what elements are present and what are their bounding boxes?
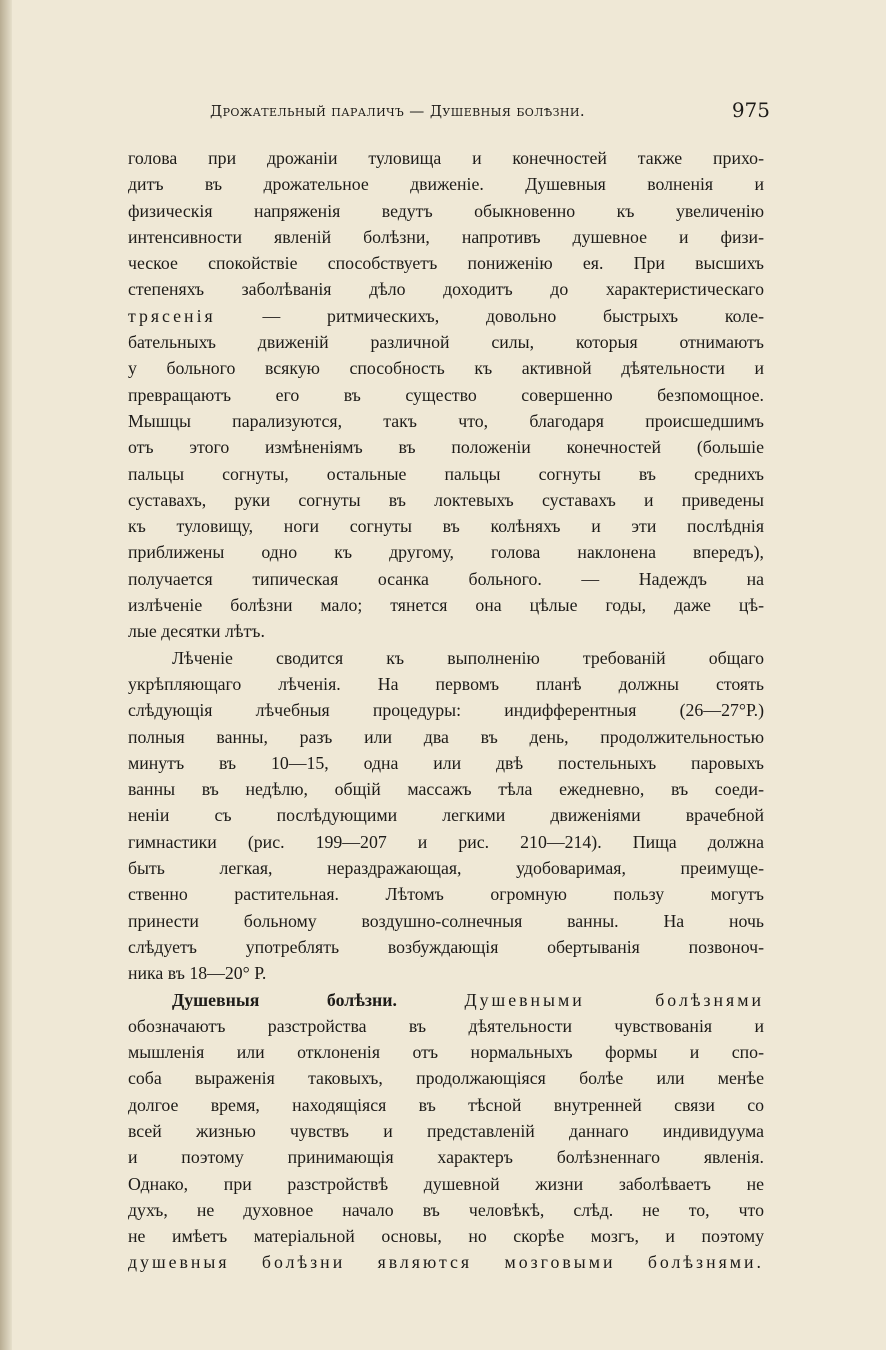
- page-edge: [0, 0, 12, 1350]
- text-run: — ритмическихъ, довольно быстрыхъ коле-: [215, 305, 764, 326]
- text-line: обозначаютъ разстройства въ дѣятельности чувствованія и: [128, 1015, 764, 1036]
- text-line: [128, 303, 764, 329]
- section-heading: Душевныя болѣзни.: [172, 989, 397, 1010]
- text-line: дитъ въ дрожательное движеніе. Душевныя волненія и: [128, 174, 764, 195]
- text-line: Лѣченіе сводится къ выполненію требованій общаго: [172, 647, 764, 668]
- text-run: [397, 990, 465, 1010]
- text-line: бательныхъ движеній различной силы, которыя отнимаютъ: [128, 332, 764, 353]
- running-header: [210, 98, 770, 132]
- emphasized-term: трясенія: [128, 305, 216, 326]
- running-title: Дрожательный параличъ — Душевныя болѣзни.: [210, 102, 585, 120]
- text-line: слѣдуетъ употреблять возбуждающія обертыванія позвоноч-: [128, 936, 764, 957]
- text-line: полныя ванны, разъ или два въ день, продолжительностью: [128, 726, 764, 747]
- text-line: духъ, не духовное начало въ человѣкѣ, слѣд. не то, что: [128, 1199, 764, 1220]
- text-line: принести больному воздушно-солнечныя ванны. На ночь: [128, 910, 764, 931]
- text-line: мышленія или отклоненія отъ нормальныхъ формы и спо-: [128, 1042, 764, 1063]
- text-line: Мышцы парализуются, такъ что, благодаря происшедшимъ: [128, 410, 764, 431]
- text-line: укрѣпляющаго лѣченія. На первомъ планѣ должны стоять: [128, 673, 764, 694]
- text-line: суставахъ, руки согнуты въ локтевыхъ суставахъ и приведены: [128, 489, 764, 510]
- text-line: ственно растительная. Лѣтомъ огромную пользу могутъ: [128, 884, 764, 905]
- text-line: приближены одно къ другому, голова наклонена впередъ),: [128, 542, 764, 563]
- text-line: душевныя болѣзни являются мозговыми болѣзнями.: [128, 1252, 764, 1273]
- emphasized-term: Душевными болѣзнями: [464, 989, 764, 1010]
- page-number: 975: [731, 98, 770, 122]
- text-line: къ туловищу, ноги согнуты въ колѣняхъ и эти послѣднія: [128, 516, 764, 537]
- section-heading-line: [128, 987, 764, 1013]
- text-line: излѣченіе болѣзни мало; тянется она цѣлые годы, даже цѣ-: [128, 595, 764, 616]
- text-line: и поэтому принимающія характеръ болѣзненнаго явленія.: [128, 1147, 764, 1168]
- text-line: быть легкая, нераздражающая, удобоваримая, преимуще-: [128, 858, 764, 879]
- text-line: физическія напряженія ведутъ обыкновенно къ увеличенію: [128, 200, 764, 221]
- text-line: отъ этого измѣненіямъ въ положеніи конечностей (большіе: [128, 437, 764, 458]
- text-line: превращаютъ его въ существо совершенно безпомощное.: [128, 384, 764, 405]
- text-line: лые десятки лѣтъ.: [128, 621, 265, 642]
- text-line: слѣдующія лѣчебныя процедуры: индифферентныя (26—27°Р.): [128, 700, 764, 721]
- text-line: у больного всякую способность къ активной дѣятельности и: [128, 358, 764, 379]
- text-line: минутъ въ 10—15, одна или двѣ постельныхъ паровыхъ: [128, 752, 764, 773]
- text-line: соба выраженія таковыхъ, продолжающіяся болѣе или менѣе: [128, 1068, 764, 1089]
- body-text: [128, 145, 764, 1276]
- text-line: ческое спокойствіе способствуетъ пониженію ея. При высшихъ: [128, 253, 764, 274]
- text-line: не имѣетъ матеріальной основы, но скорѣе мозгъ, и поэтому: [128, 1226, 764, 1247]
- text-line: ника въ 18—20° Р.: [128, 963, 267, 984]
- text-line: степеняхъ заболѣванія дѣло доходитъ до характеристическаго: [128, 279, 764, 300]
- text-line: долгое время, находящіяся въ тѣсной внутренней связи со: [128, 1094, 764, 1115]
- text-line: интенсивности явленій болѣзни, напротивъ душевное и физи-: [128, 226, 764, 247]
- text-line: всей жизнью чувствъ и представленій даннаго индивидуума: [128, 1120, 764, 1141]
- text-line: получается типическая осанка больного. — Надеждъ на: [128, 568, 764, 589]
- text-line: неніи съ послѣдующими легкими движеніями врачебной: [128, 805, 764, 826]
- text-line: пальцы согнуты, остальные пальцы согнуты въ среднихъ: [128, 463, 764, 484]
- text-line: гимнастики (рис. 199—207 и рис. 210—214). Пища должна: [128, 831, 764, 852]
- text-line: голова при дрожаніи туловища и конечностей также прихо-: [128, 148, 764, 168]
- text-line: Однако, при разстройствѣ душевной жизни заболѣваетъ не: [128, 1173, 764, 1194]
- text-line: ванны въ недѣлю, общій массажъ тѣла ежедневно, въ соеди-: [128, 779, 764, 800]
